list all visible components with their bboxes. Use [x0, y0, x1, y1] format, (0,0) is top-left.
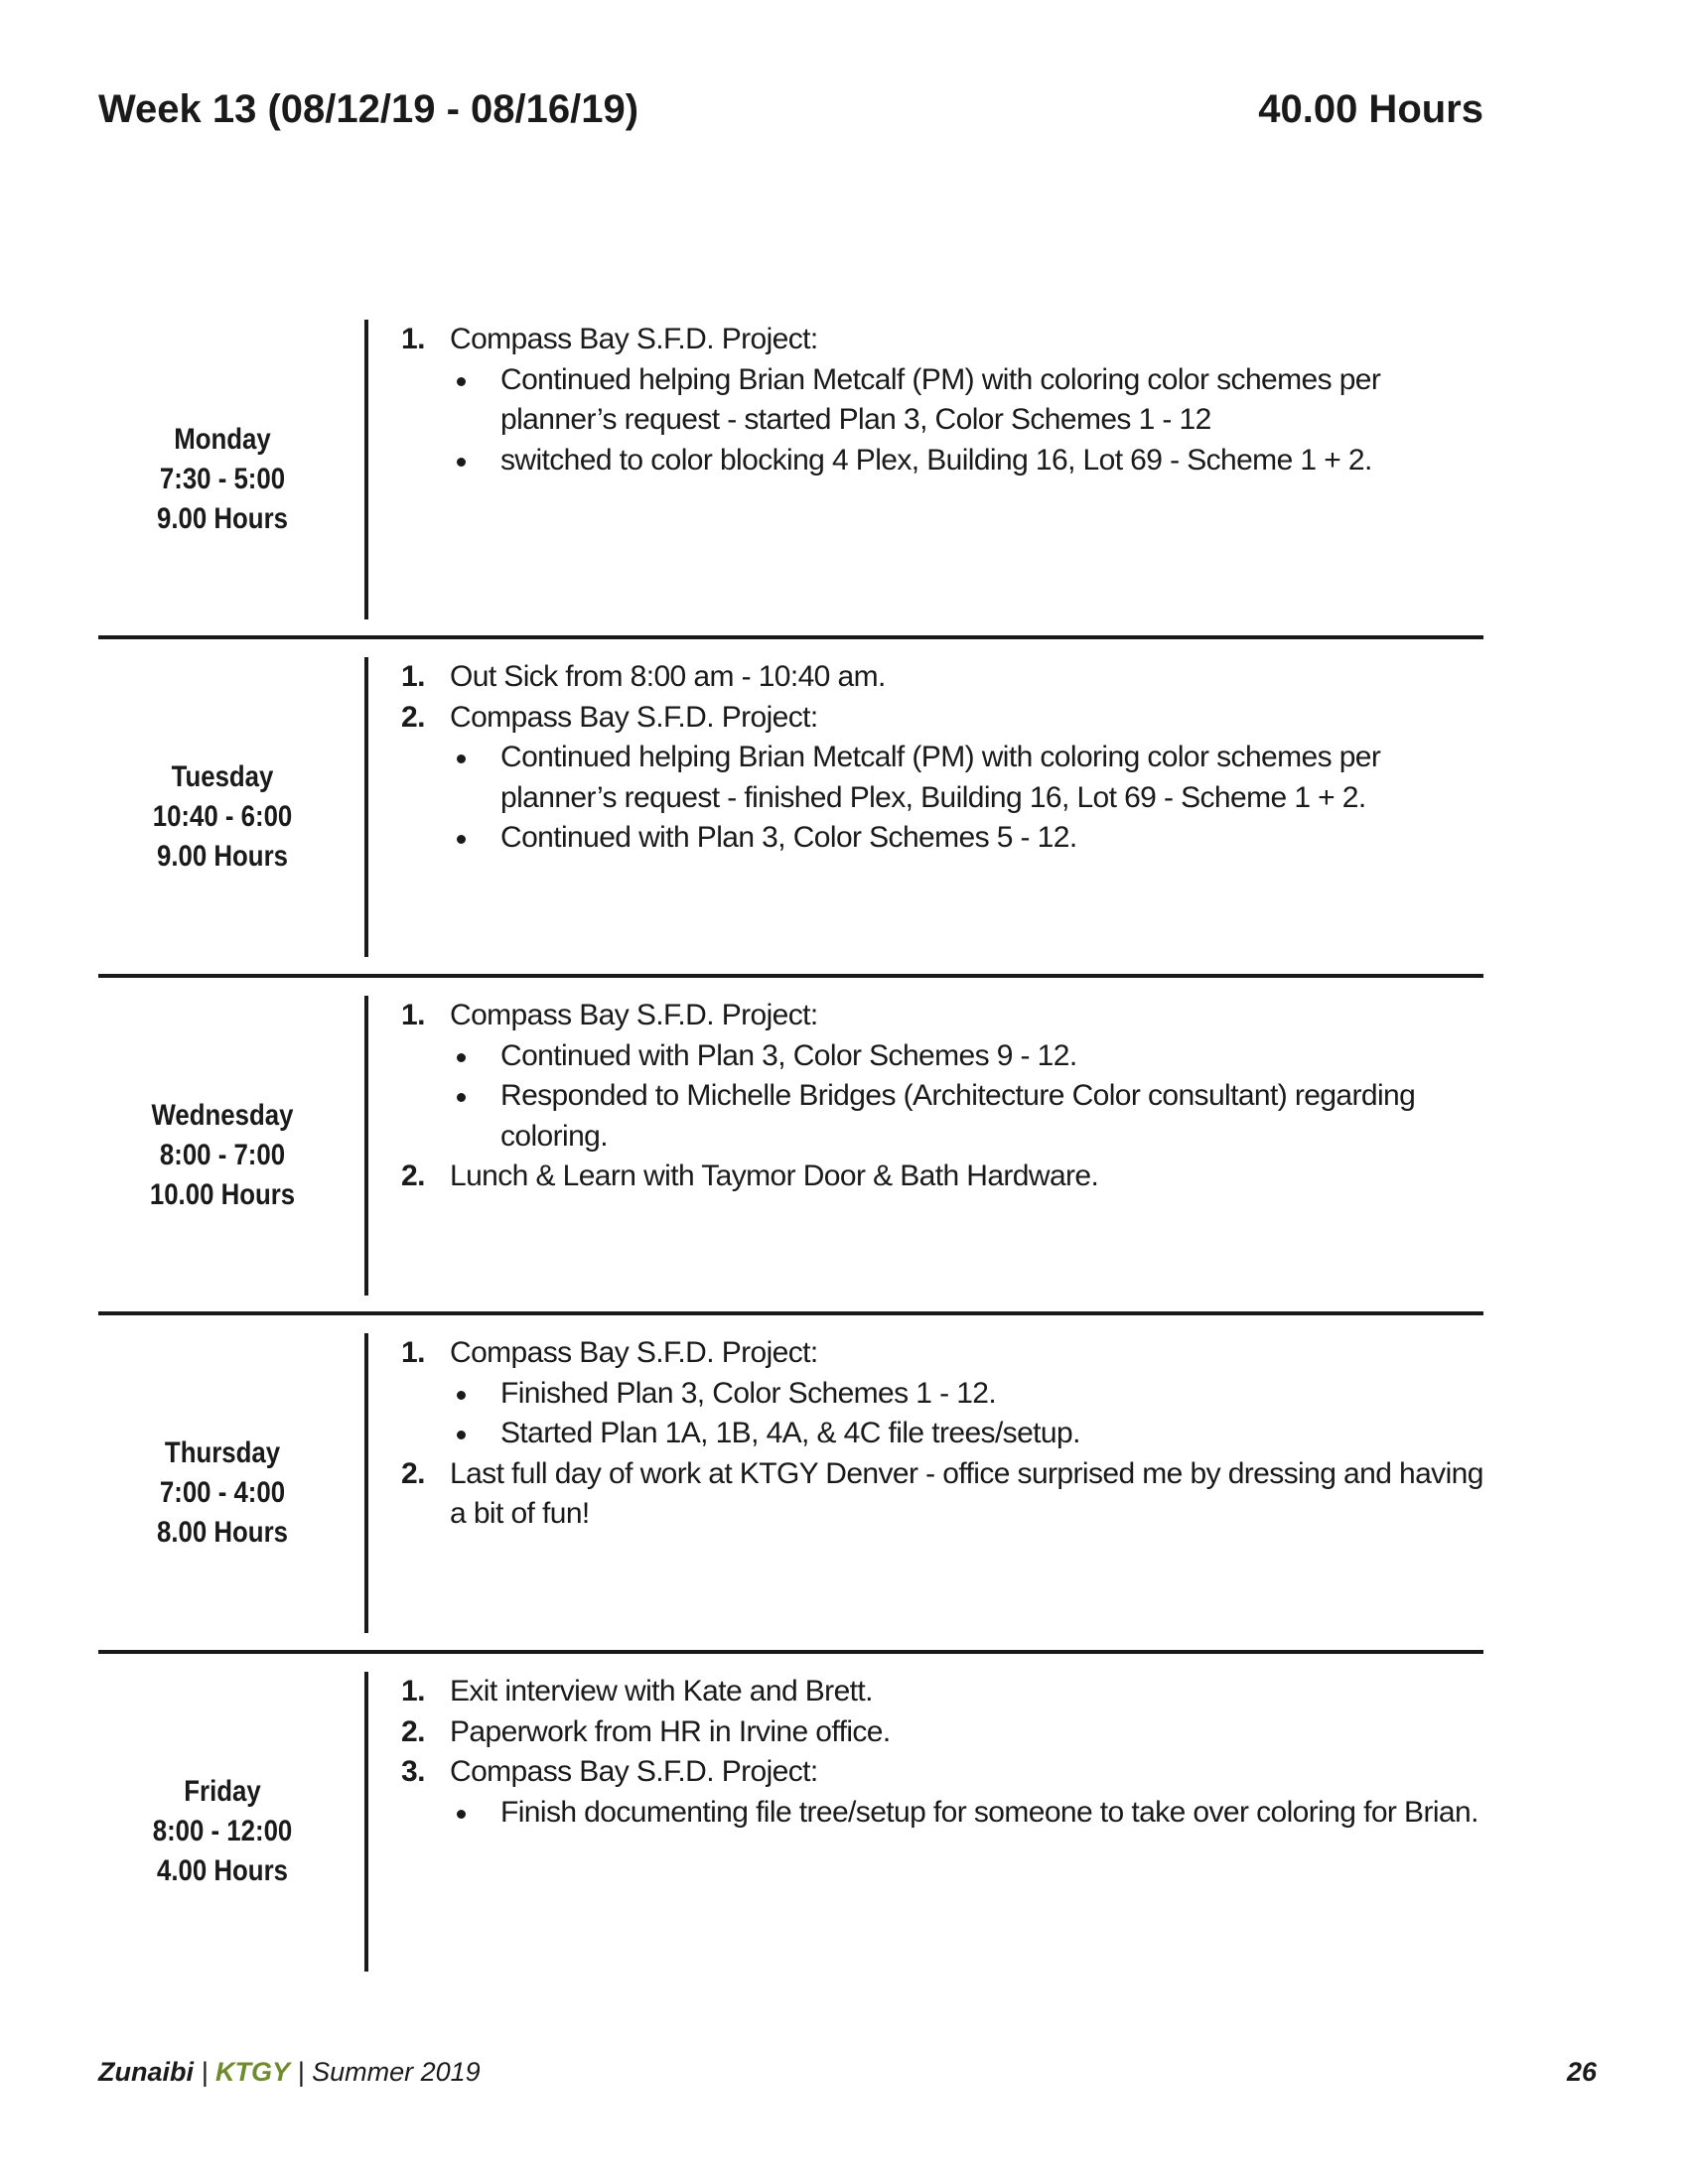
task-item: [401, 996, 1488, 1036]
column-divider: [364, 320, 368, 619]
day-hours: 9.00 Hours: [157, 840, 288, 873]
bullet-dot-icon: [457, 835, 466, 844]
task-number: 1.: [401, 1675, 425, 1707]
task-item: [401, 698, 1488, 739]
day-hours: 9.00 Hours: [157, 502, 288, 535]
task-number: 2.: [401, 1714, 425, 1748]
task-text: Compass Bay S.F.D. Project:: [450, 999, 818, 1031]
task-text: Paperwork from HR in Irvine office.: [450, 1714, 891, 1748]
column-divider: [364, 1672, 368, 1972]
task-text: Out Sick from 8:00 am - 10:40 am.: [450, 660, 886, 693]
task-number: 1.: [401, 323, 425, 355]
day-name: Tuesday: [171, 760, 274, 793]
day-tasks: [401, 996, 1488, 1197]
bullet-dot-icon: [457, 458, 466, 467]
day-time: 7:00 - 4:00: [159, 1476, 286, 1509]
task-bullet: [401, 1793, 1488, 1834]
bullet-dot-icon: [457, 1431, 466, 1439]
bullet-dot-icon: [457, 1093, 466, 1102]
day-label: [116, 657, 330, 977]
day-block-thursday: [98, 1333, 1483, 1653]
day-name: Wednesday: [151, 1099, 294, 1132]
task-bullet: [401, 441, 1488, 481]
task-text: Exit interview with Kate and Brett.: [450, 1675, 873, 1707]
bullet-dot-icon: [457, 1391, 466, 1400]
day-hours: 8.00 Hours: [157, 1516, 288, 1549]
task-number: 2.: [401, 700, 425, 734]
day-separator: [98, 974, 1483, 978]
column-divider: [364, 996, 368, 1296]
day-hours: 10.00 Hours: [149, 1178, 296, 1211]
day-block-tuesday: [98, 657, 1483, 977]
day-label: [116, 1672, 330, 1991]
page-number: 26: [1566, 2057, 1597, 2087]
footer-credit: [98, 2057, 481, 2088]
bullet-text: Continued with Plan 3, Color Schemes 9 - 12.: [500, 1038, 1077, 1072]
task-bullet: [401, 818, 1488, 859]
task-number: 2.: [401, 1160, 425, 1192]
task-bullet: [401, 1414, 1488, 1454]
day-separator: [98, 1311, 1483, 1315]
task-number: 2.: [401, 1456, 425, 1490]
task-number: 1.: [401, 1336, 425, 1369]
task-text: Compass Bay S.F.D. Project:: [450, 1755, 818, 1788]
bullet-dot-icon: [457, 1053, 466, 1062]
bullet-dot-icon: [457, 377, 466, 386]
footer-term: Summer 2019: [312, 2057, 481, 2087]
bullet-dot-icon: [457, 1810, 466, 1819]
task-number: 1.: [401, 660, 425, 693]
task-text: Compass Bay S.F.D. Project:: [450, 323, 818, 355]
week-title: Week 13 (08/12/19 - 08/16/19): [98, 87, 639, 131]
day-time: 10:40 - 6:00: [152, 800, 293, 833]
day-hours: 4.00 Hours: [157, 1854, 288, 1887]
bullet-text: Finish documenting file tree/setup for someone to take over coloring for Brian.: [500, 1795, 1478, 1829]
bullet-text: Finished Plan 3, Color Schemes 1 - 12.: [500, 1376, 997, 1410]
day-tasks: [401, 320, 1488, 480]
task-bullet: [401, 1036, 1488, 1077]
day-time: 7:30 - 5:00: [159, 463, 286, 495]
day-name: Monday: [174, 423, 271, 456]
bullet-text: switched to color blocking 4 Plex, Building 16, Lot 69 - Scheme 1 + 2.: [500, 443, 1372, 477]
task-text: Lunch & Learn with Taymor Door & Bath Hardware.: [450, 1160, 1099, 1192]
day-label: [116, 996, 330, 1315]
column-divider: [364, 657, 368, 957]
footer-separator: |: [290, 2057, 313, 2087]
day-separator: [98, 1650, 1483, 1654]
day-block-wednesday: [98, 996, 1483, 1315]
task-text: Compass Bay S.F.D. Project:: [450, 700, 818, 734]
bullet-text: Started Plan 1A, 1B, 4A, & 4C file trees/setup.: [500, 1417, 1080, 1449]
day-tasks: [401, 1333, 1488, 1535]
task-text: Compass Bay S.F.D. Project:: [450, 1336, 818, 1369]
footer-separator: |: [194, 2057, 216, 2087]
day-tasks: [401, 657, 1488, 859]
task-item: [401, 1333, 1488, 1374]
task-text: Last full day of work at KTGY Denver - office surprised me by dressing and having a bit of fun!: [450, 1456, 1483, 1530]
task-item: [401, 1712, 1488, 1753]
bullet-text: Continued with Plan 3, Color Schemes 5 - 12.: [500, 821, 1077, 854]
day-block-friday: [98, 1672, 1483, 1991]
column-divider: [364, 1333, 368, 1633]
day-label: [116, 1333, 330, 1653]
task-bullet: [401, 1076, 1488, 1157]
task-bullet: [401, 1374, 1488, 1415]
day-label: [116, 320, 330, 639]
task-item: [401, 320, 1488, 360]
task-number: 3.: [401, 1755, 425, 1788]
day-block-monday: [98, 320, 1483, 639]
task-item: [401, 1752, 1488, 1793]
task-item: [401, 657, 1488, 698]
bullet-text: Continued helping Brian Metcalf (PM) with coloring color schemes per planner’s request - started Plan 3, Color Schemes 1 - 12: [500, 362, 1381, 436]
task-number: 1.: [401, 999, 425, 1031]
task-item: [401, 1157, 1488, 1197]
footer-author: Zunaibi: [98, 2057, 194, 2087]
task-item: [401, 1672, 1488, 1712]
bullet-dot-icon: [457, 754, 466, 763]
bullet-text: Continued helping Brian Metcalf (PM) with coloring color schemes per planner’s request - finished Plex, Building 16, Lot 69 - Scheme 1 + 2.: [500, 741, 1381, 814]
task-bullet: [401, 738, 1488, 818]
day-name: Thursday: [164, 1436, 281, 1469]
day-time: 8:00 - 12:00: [152, 1815, 293, 1847]
day-tasks: [401, 1672, 1488, 1833]
day-name: Friday: [184, 1775, 261, 1808]
day-time: 8:00 - 7:00: [159, 1139, 286, 1171]
day-separator: [98, 635, 1483, 639]
task-bullet: [401, 360, 1488, 441]
week-total-hours: 40.00 Hours: [1258, 87, 1483, 131]
footer-brand: KTGY: [215, 2057, 291, 2087]
task-item: [401, 1454, 1488, 1535]
bullet-text: Responded to Michelle Bridges (Architecture Color consultant) regarding coloring.: [500, 1079, 1416, 1153]
